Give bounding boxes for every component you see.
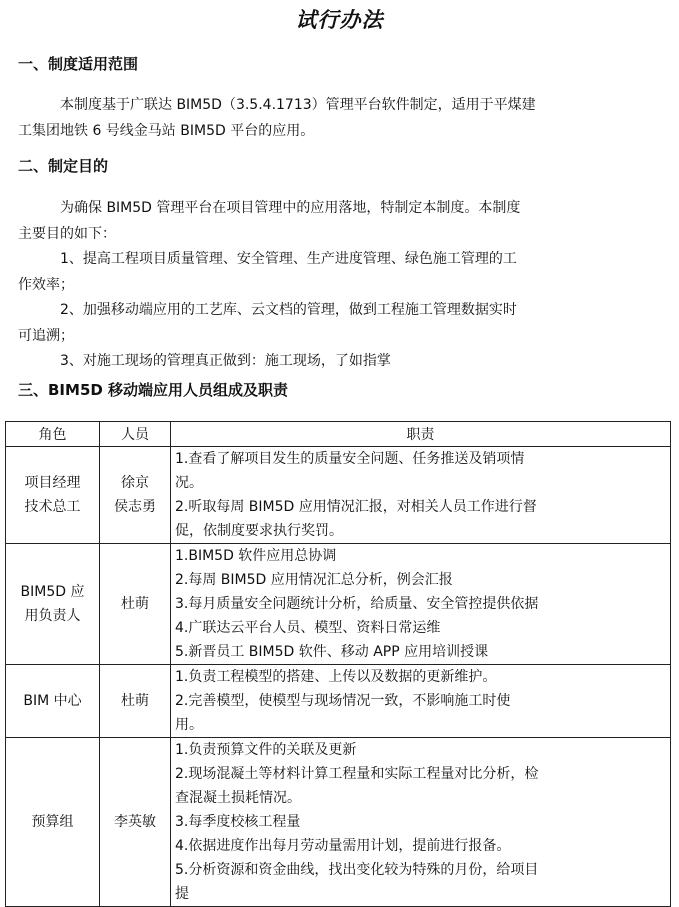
role-text: BIM5D 应 — [20, 584, 85, 600]
section-2-line-4: 作效率； — [18, 276, 74, 293]
person-text: 徐京 — [121, 475, 149, 491]
header-duty: 职责 — [171, 422, 671, 447]
role-text: 技术总工 — [24, 499, 81, 515]
document-title: 试行办法 — [295, 7, 384, 32]
role-cell — [6, 738, 100, 907]
role-text: 预算组 — [31, 814, 74, 830]
duty-text: 3.每季度校核工程量 — [175, 814, 301, 830]
duty-text: 查混凝土损耗情况。 — [175, 790, 301, 806]
table-row — [6, 665, 671, 738]
duty-text: 1.BIM5D 软件应用总协调 — [175, 548, 337, 564]
role-cell — [6, 665, 100, 738]
table-row — [6, 447, 671, 544]
duty-text: 5.新晋员工 BIM5D 软件、移动 APP 应用培训授课 — [175, 644, 489, 660]
person-text: 杜萌 — [121, 596, 149, 612]
duty-text: 用。 — [175, 717, 203, 733]
duty-cell — [171, 544, 671, 665]
duty-text: 3.每月质量安全问题统计分析，给质量、安全管控提供依据 — [175, 596, 539, 612]
table-row — [6, 738, 671, 907]
duty-text: 1.负责工程模型的搭建、上传以及数据的更新维护。 — [175, 669, 497, 685]
duty-text: 2.完善模型，使模型与现场情况一致，不影响施工时使 — [175, 693, 511, 709]
table-row — [6, 544, 671, 665]
section-2-line-7: 3、对施工现场的管理真正做到：施工现场，了如指掌 — [60, 353, 391, 369]
person-cell — [100, 665, 171, 738]
duty-text: 促，依制度要求执行奖罚。 — [175, 523, 343, 539]
section-2-line-2: 主要目的如下： — [18, 225, 116, 242]
person-text: 杜萌 — [121, 693, 149, 709]
section-1-line-1: 本制度基于广联达 BIM5D（3.5.4.1713）管理平台软件制定，适用于平煤建 — [60, 97, 536, 113]
duty-text: 2.每周 BIM5D 应用情况汇总分析，例会汇报 — [175, 572, 453, 588]
duty-text: 5.分析资源和资金曲线，找出变化较为特殊的月份，给项目 — [175, 862, 539, 878]
section-2-line-6: 可追溯； — [18, 327, 74, 344]
role-cell — [6, 447, 100, 544]
section-3-heading: 三、BIM5D 移动端应用人员组成及职责 — [18, 381, 289, 399]
section-1-paragraph — [18, 93, 661, 144]
section-2-line-5: 2、加强移动端应用的工艺库、云文档的管理，做到工程施工管理数据实时 — [60, 302, 517, 318]
duty-text: 2.现场混凝土等材料计算工程量和实际工程量对比分析，检 — [175, 766, 539, 782]
section-2-line-3: 1、提高工程项目质量管理、安全管理、生产进度管理、绿色施工管理的工 — [60, 251, 517, 267]
duty-text: 提 — [175, 886, 189, 902]
role-text: 用负责人 — [24, 608, 81, 624]
person-cell — [100, 447, 171, 544]
duty-text: 况。 — [175, 475, 203, 491]
duty-text: 1.负责预算文件的关联及更新 — [175, 742, 357, 758]
section-2-heading: 二、制定目的 — [18, 157, 109, 175]
table-header-row — [6, 422, 671, 447]
duty-text: 4.依据进度作出每月劳动量需用计划，提前进行报备。 — [175, 838, 511, 854]
section-1-heading: 一、制度适用范围 — [18, 55, 139, 73]
duty-text: 4.广联达云平台人员、模型、资料日常运维 — [175, 620, 441, 636]
duty-cell — [171, 738, 671, 907]
person-cell — [100, 738, 171, 907]
section-2-paragraph — [18, 196, 661, 375]
duty-table — [5, 421, 671, 907]
duty-text: 2.听取每周 BIM5D 应用情况汇报，对相关人员工作进行督 — [175, 499, 537, 515]
section-2-line-1: 为确保 BIM5D 管理平台在项目管理中的应用落地，特制定本制度。本制度 — [60, 200, 521, 216]
role-text: 项目经理 — [24, 475, 81, 491]
role-text: BIM 中心 — [23, 693, 82, 709]
header-person: 人员 — [100, 422, 171, 447]
person-text: 侯志勇 — [114, 499, 156, 515]
duty-text: 1.查看了解项目发生的质量安全问题、任务推送及销项情 — [175, 451, 525, 467]
duty-cell — [171, 447, 671, 544]
header-role: 角色 — [6, 422, 100, 447]
person-text: 李英敏 — [114, 814, 156, 830]
duty-cell — [171, 665, 671, 738]
role-cell — [6, 544, 100, 665]
section-1-line-2: 工集团地铁 6 号线金马站 BIM5D 平台的应用。 — [18, 122, 315, 139]
person-cell — [100, 544, 171, 665]
